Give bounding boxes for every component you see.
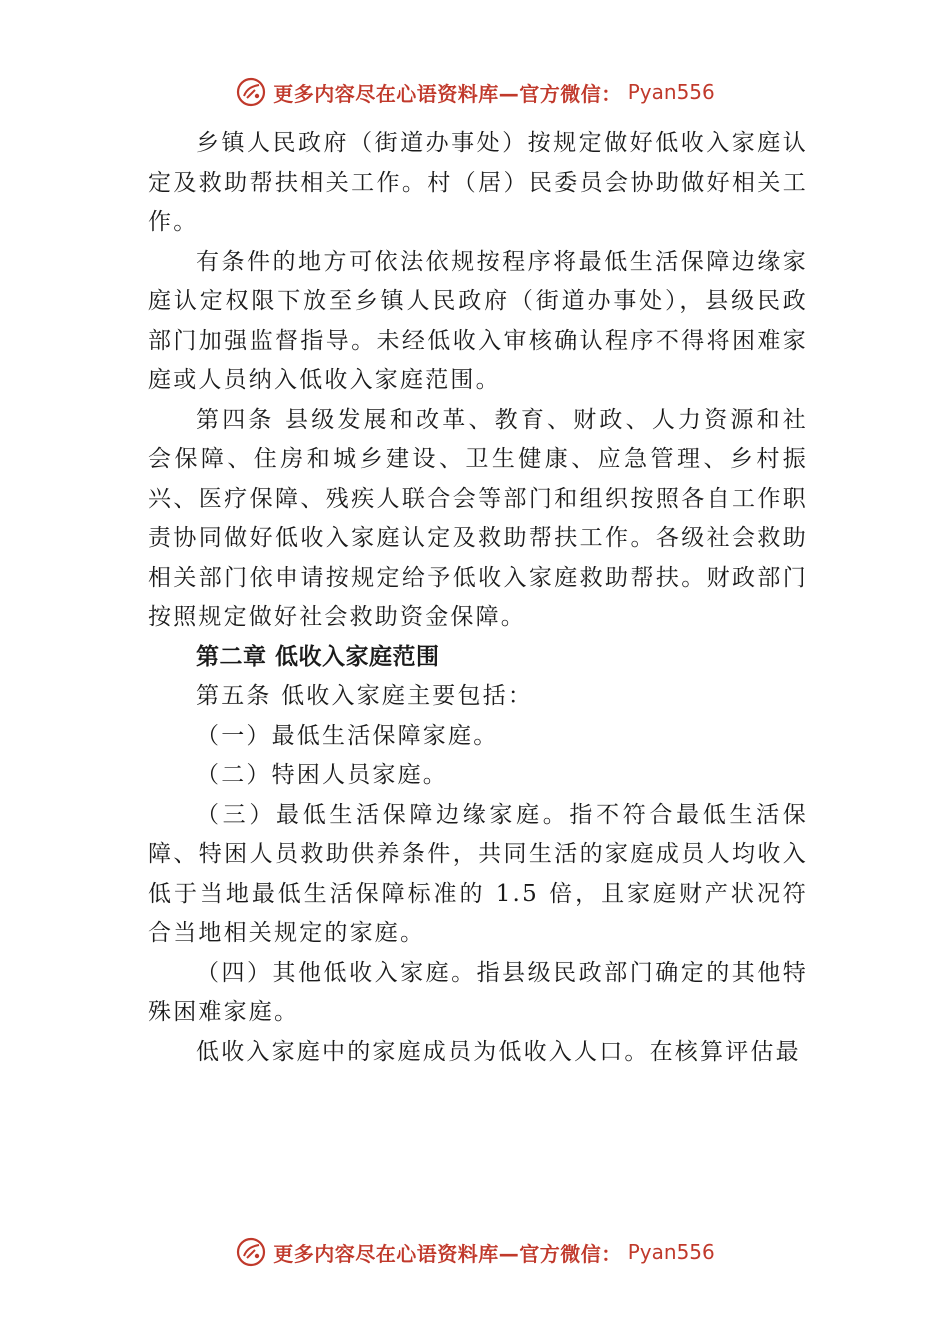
brand-logo-icon: [235, 76, 267, 108]
paragraph: 第四条 县级发展和改革、教育、财政、人力资源和社会保障、住房和城乡建设、卫生健康、应急管理、乡村振兴、医疗保障、残疾人联合会等部门和组织按照各自工作职责协同做好低收入家庭认定及救助帮扶工作。各级社会救助相关部门依申请按规定给予低收入家庭救助帮扶。财政部门按照规定做好社会救助资金保障。: [148, 406, 808, 630]
watermark-wechat-id: Pyan556: [627, 80, 715, 104]
watermark-text: 更多内容尽在心语资料库—官方微信：: [273, 81, 622, 106]
list-item: （一）最低生活保障家庭。: [196, 722, 499, 749]
paragraph: 第五条 低收入家庭主要包括：: [196, 683, 534, 709]
document-body: [148, 124, 808, 1072]
watermark-wechat-id: Pyan556: [627, 1240, 715, 1264]
paragraph: 低收入家庭中的家庭成员为低收入人口。在核算评估最: [196, 1038, 801, 1065]
list-item: （二）特困人员家庭。: [196, 762, 448, 788]
brand-logo-icon: [235, 1236, 267, 1268]
list-item: （三）最低生活保障边缘家庭。指不符合最低生活保障、特困人员救助供养条件，共同生活的家庭成员人均收入低于当地最低生活保障标准的 1.5 倍，且家庭财产状况符合当地相关规定的家庭。: [148, 801, 808, 946]
watermark-text: 更多内容尽在心语资料库—官方微信：: [273, 1241, 622, 1266]
paragraph: 有条件的地方可依法依规按程序将最低生活保障边缘家庭认定权限下放至乡镇人民政府（街道办事处），县级民政部门加强监督指导。未经低收入审核确认程序不得将困难家庭或人员纳入低收入家庭范围。: [148, 248, 808, 393]
list-item: （四）其他低收入家庭。指县级民政部门确定的其他特殊困难家庭。: [148, 959, 808, 1025]
header-watermark: [0, 72, 950, 112]
chapter-heading: 第二章 低收入家庭范围: [196, 643, 440, 670]
footer-watermark: [0, 1232, 950, 1272]
paragraph: 乡镇人民政府（街道办事处）按规定做好低收入家庭认定及救助帮扶相关工作。村（居）民委员会协助做好相关工作。: [148, 130, 808, 235]
